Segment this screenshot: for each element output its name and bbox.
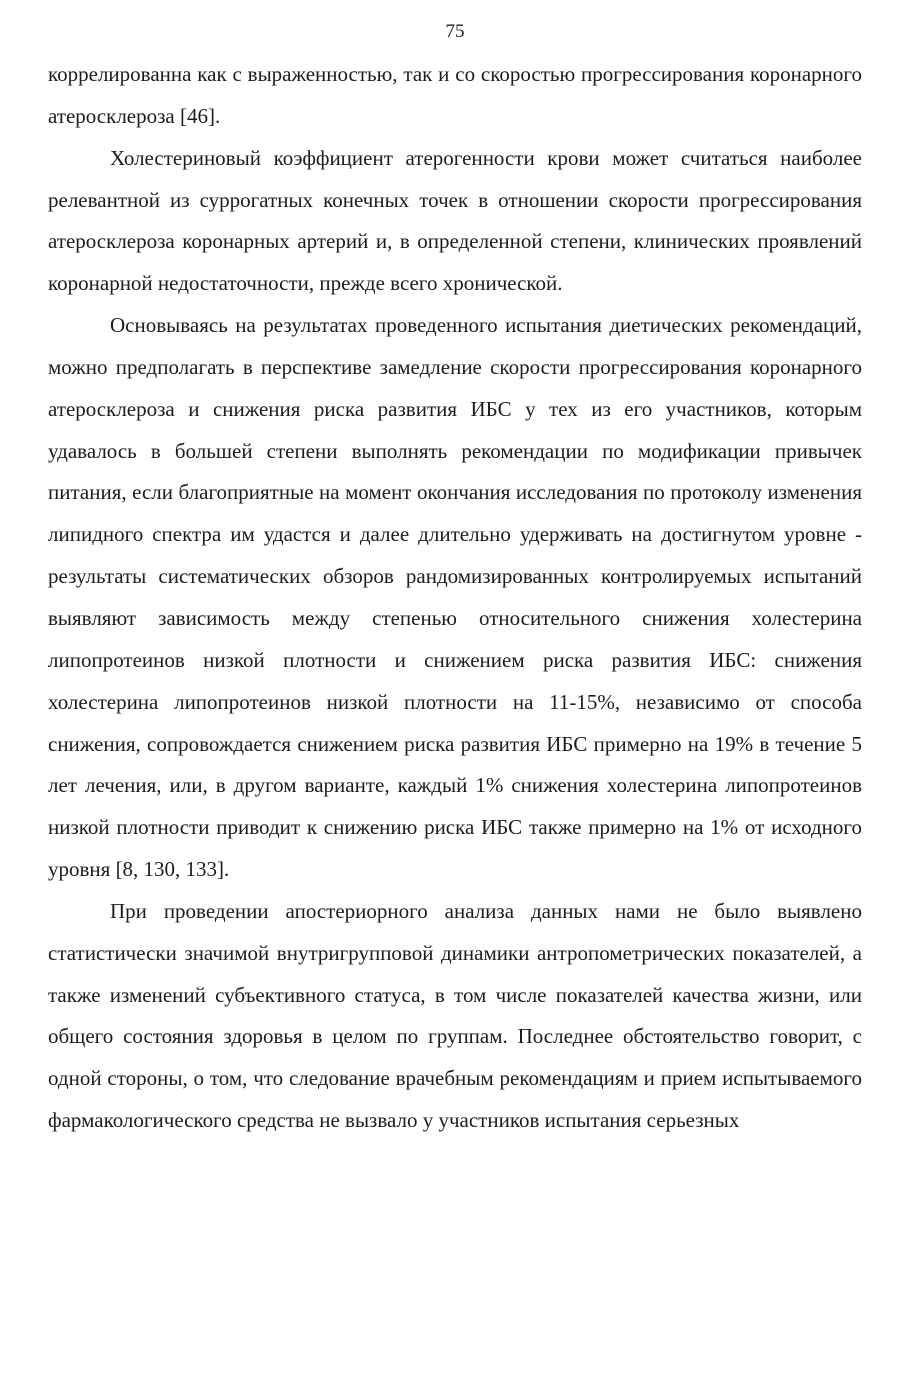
document-body [48,54,862,1142]
paragraph: коррелированна как с выраженностью, так и со скоростью прогрессирования коронарного атеросклероза [46]. [48,62,862,128]
page-number: 75 [445,21,465,42]
paragraph: Холестериновый коэффициент атерогенности крови может считаться наиболее релевантной из суррогатных конечных точек в отношении скорости прогрессирования атеросклероза коронарных артерий и, в определенной степени, клинических проявлений коронарной недостаточности, прежде всего хронической. [48,145,862,296]
paragraph: При проведении апостериорного анализа данных нами не было выявлено статистически значимой внутригрупповой динамики антропометрических показателей, а также изменений субъективного статуса, в том числе показателей качества жизни, или общего состояния здоровья в целом по группам. Последнее обстоятельство говорит, с одной стороны, о том, что следование врачебным рекомендациям и прием испытываемого фармакологического средства не вызвало у участников испытания серьезных [48,898,862,1133]
paragraph: Основываясь на результатах проведенного испытания диетических рекомендаций, можно предполагать в перспективе замедление скорости прогрессирования коронарного атеросклероза и снижения риска развития ИБС у тех из его участников, которым удавалось в большей степени выполнять рекомендации по модификации привычек питания, если благоприятные на момент окончания исследования по протоколу изменения липидного спектра им удастся и далее длительно удерживать на достигнутом уровне - результаты систематических обзоров рандомизированных контролируемых испытаний выявляют зависимость между степенью относительного снижения холестерина липопротеинов низкой плотности и снижением риска развития ИБС: снижения холестерина липопротеинов низкой плотности на 11-15%, независимо от способа снижения, сопровождается снижением риска развития ИБС примерно на 19% в течение 5 лет лечения, или, в другом варианте, каждый 1% снижения холестерина липопротеинов низкой плотности приводит к снижению риска ИБС также примерно на 1% от исходного уровня [8, 130, 133]. [48,313,862,882]
